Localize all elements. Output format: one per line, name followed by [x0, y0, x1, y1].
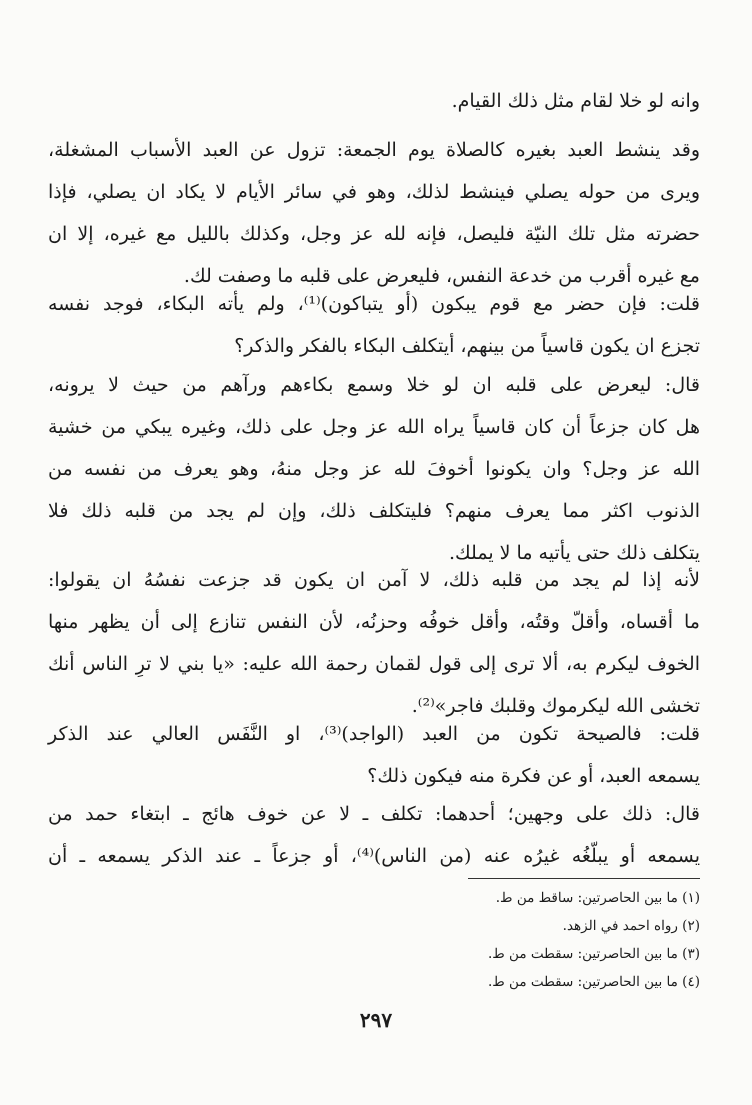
footnote: (٢) رواه احمد في الزهد.: [562, 918, 700, 934]
text-line: لأنه إذا لم يجد من قلبه ذلك، لا آمن ان يكون قد جزعت نفسُهُ ان يقولوا:: [48, 569, 700, 591]
text-line: مع غيره أقرب من خدعة النفس، فليعرض على قلبه ما وصفت لك.: [183, 265, 700, 287]
footnotes: [300, 884, 700, 996]
paragraph-3: [48, 283, 700, 367]
text-line: ما أقساه، وأقلّ وقتُه، وأقل خوفُه وحزنُه، لأن النفس تنازع إلى أن يظهر منها: [48, 611, 700, 633]
text-line: تجزع ان يكون قاسياً من بينهم، أيتكلف البكاء بالفكر والذكر؟: [234, 335, 700, 357]
footnote: (١) ما بين الحاصرتين: ساقط من ط.: [495, 890, 700, 906]
text-line: قلت: فالصيحة تكون من العبد (الواجد)⁽³⁾، او النَّفَس العالي عند الذكر: [48, 723, 700, 745]
text-line: الذنوب اكثر مما يعرف منهم؟ فليتكلف ذلك، وإن لم يجد من قلبه ذلك فلا: [48, 500, 700, 522]
footnote: (٣) ما بين الحاصرتين: سقطت من ط.: [487, 946, 700, 962]
text-line: قلت: فإن حضر مع قوم يبكون (أو يتباكون)⁽¹⁾، ولم يأته البكاء، فوجد نفسه: [48, 293, 700, 315]
text-line: هل كان جزعاً أن كان قاسياً يراه الله عز وجل على ذلك، وغيره يبكي من خشية: [48, 416, 700, 438]
text-line: ويرى من حوله يصلي فينشط لذلك، وهو في سائر الأيام لا يكاد ان يصلي، فإذا: [48, 181, 700, 203]
page-number: ٢٩٧: [359, 1008, 393, 1032]
text-line: حضرته مثل تلك النيّة فليصل، فإنه لله عز وجل، وكذلك بالليل مع غيره، إلا ان: [48, 223, 700, 245]
text-line: وقد ينشط العبد بغيره كالصلاة يوم الجمعة: تزول عن العبد الأسباب المشغلة،: [48, 139, 700, 161]
footnote: (٤) ما بين الحاصرتين: سقطت من ط.: [487, 974, 700, 990]
text-line: قال: ذلك على وجهين؛ أحدهما: تكلف ـ لا عن خوف هائج ـ ابتغاء حمد من: [48, 803, 700, 825]
paragraph-6: [48, 713, 700, 797]
paragraph-7: [48, 793, 700, 877]
paragraph-5: [48, 559, 700, 727]
text-line: الخوف ليكرم به، ألا ترى إلى قول لقمان رحمة الله عليه: «يا بني لا ترِ الناس أنك: [48, 653, 700, 675]
text-line: يتكلف ذلك حتى يأتيه ما لا يملك.: [449, 542, 700, 564]
text-line: يسمعه أو يبلّغُه غيرُه عنه (من الناس)⁽⁴⁾، أو جزعاً ـ عند الذكر يسمعه ـ أن: [48, 845, 700, 867]
footnote-divider: [468, 878, 700, 879]
paragraph-2: [48, 129, 700, 297]
text-line: وانه لو خلا لقام مثل ذلك القيام.: [451, 90, 700, 112]
text-line: تخشى الله ليكرموك وقلبك فاجر»⁽²⁾.: [411, 695, 700, 717]
paragraph-4: [48, 364, 700, 574]
text-line: قال: ليعرض على قلبه ان لو خلا وسمع بكاءهم ورآهم من حيث لا يرونه،: [48, 374, 700, 396]
text-line: يسمعه العبد، أو عن فكرة منه فيكون ذلك؟: [367, 765, 700, 787]
paragraph-1: [48, 80, 700, 122]
text-line: الله عز وجل؟ وان يكونوا أخوفَ لله عز وجل منهُ، وهو يعرف من نفسه من: [48, 458, 700, 480]
